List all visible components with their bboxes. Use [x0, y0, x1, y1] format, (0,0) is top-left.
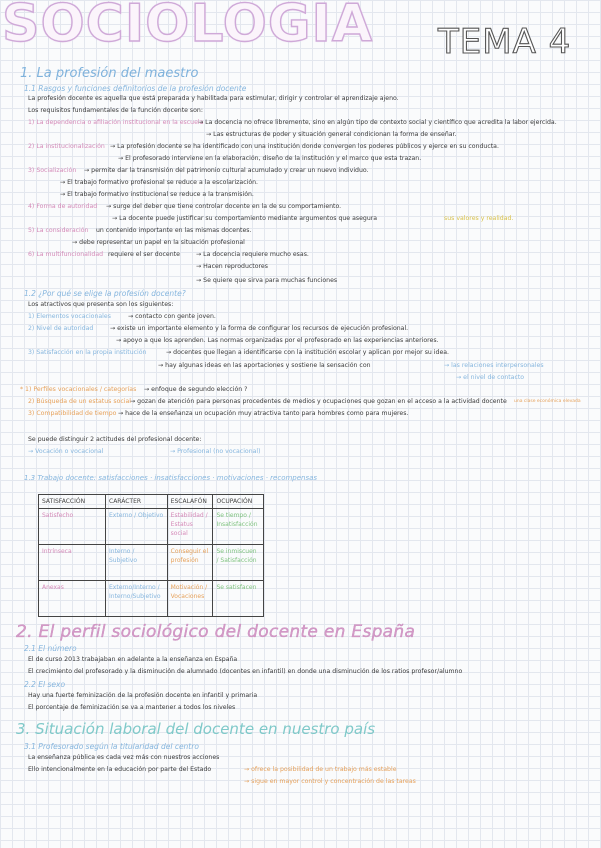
req-6-point-c: → Se quiere que sirva para muchas funciones	[196, 277, 338, 284]
other-2-label: 2) Búsqueda de un estatus social	[28, 398, 131, 405]
intro-line-1: La profesión docente es aquella que está preparada y habilitada para estimular, dirigir y controlar el aprendizaje ajeno.	[28, 95, 399, 102]
page-title: SOCIOLOGIA	[2, 0, 374, 54]
section-2-line-2: El crecimiento del profesorado y la disminución de alumnado (docentes en infantil) en donde una disminución de los ratios profesor/alumno	[28, 668, 463, 675]
req-6-point-a: → La docencia requiere mucho esas.	[196, 251, 309, 258]
table-cell: Estabilidad / Estatus social	[167, 509, 213, 545]
req-3-point-a: → permite dar la transmisión del patrimonio cultural acumulado y crear un nuevo individuo.	[84, 167, 369, 174]
motive-2-text-a: → existe un importante elemento y la forma de configurar los recursos de ejecución profesional.	[110, 325, 409, 332]
other-2-text: → gozan de atención para personas procedentes de medios y ocupaciones que gozan en el acceso a la actividad docente	[130, 398, 507, 405]
table-cell: Anexas	[39, 581, 106, 617]
req-3-point-b: → El trabajo formativo profesional se reduce a la escolarización.	[60, 179, 259, 186]
req-2-point-a: → La profesión docente se ha identificado con una institución donde convergen los poderes públicos y ejerce en su conducta.	[110, 143, 499, 150]
motive-1-text: → contacto con gente joven.	[128, 313, 216, 320]
satisfaction-table	[38, 494, 264, 617]
section-2-line-4: El porcentaje de feminización se va a mantener a todos los niveles	[28, 704, 236, 711]
table-row	[39, 509, 264, 545]
motive-3-text-a: → docentes que llegan a identificarse con la institución escolar y aplican por mejor su idea.	[166, 349, 450, 356]
req-1-label: 1) La dependencia o afiliación institucional en la escuela	[28, 119, 204, 126]
req-1-point-b: → Las estructuras de poder y situación general condicionan la forma de enseñar.	[206, 131, 457, 138]
table-cell: Externo/Interno / Interno/Subjetivo	[106, 581, 168, 617]
section-3-line-1: La enseñanza pública es cada vez más con nuestros acciones	[28, 754, 220, 761]
attitude-1: → Vocación o vocacional	[28, 448, 104, 455]
section-2-1-title: 2.1 El número	[24, 644, 77, 653]
motive-2-text-b: → apoyo a que los aprenden. Las normas organizadas por el profesorado en las experiencias anteriores.	[116, 337, 439, 344]
section-1-2-intro: Los atractivos que presenta son los siguientes:	[28, 301, 174, 308]
req-5-point-a: un contenido importante en las mismas docentes.	[96, 227, 252, 234]
req-4-label: 4) Forma de autoridad	[28, 203, 98, 210]
motive-3-text-b: → hay algunas ideas en las aportaciones y sostiene la sensación con	[158, 362, 371, 369]
other-1-label: * 1) Perfiles vocacionales / categorías	[20, 386, 137, 393]
table-cell: Se tiempo / Insatisfacción	[213, 509, 264, 545]
table-cell: Externo / Objetivo	[106, 509, 168, 545]
table-cell: Intrínseca	[39, 545, 106, 581]
section-2-line-1: El de curso 2013 trabajaban en adelante a la enseñanza en España	[28, 656, 238, 663]
table-cell: Satisfecho	[39, 509, 106, 545]
table-cell: Se satisfacen	[213, 581, 264, 617]
section-3-arrow-1: → ofrece la posibilidad de un trabajo más estable	[244, 766, 397, 773]
other-2-text-b: una clase económica elevada	[514, 399, 581, 404]
section-2-2-title: 2.2 El sexo	[24, 680, 66, 689]
req-4-point-c: sus valores y realidad.	[444, 215, 514, 222]
intro-line-2: Los requisitos fundamentales de la función docente son:	[28, 107, 203, 114]
other-1-text: → enfoque de segundo elección ?	[144, 386, 248, 393]
table-cell: Interno / Subjetivo	[106, 545, 168, 581]
section-1-title: 1. La profesión del maestro	[20, 66, 199, 81]
other-3-label: 3) Compatibilidad de tiempo	[28, 410, 117, 417]
req-3-point-c: → El trabajo formativo institucional se reduce a la transmisión.	[60, 191, 254, 198]
section-3-line-2: Ello intencionalmente en la educación por parte del Estado	[28, 766, 212, 773]
req-3-label: 3) Socialización	[28, 167, 77, 174]
req-4-point-a: → surge del deber que tiene controlar docente en la de su comportamiento.	[106, 203, 342, 210]
section-3-title: 3. Situación laboral del docente en nuestro país	[16, 720, 376, 738]
table-header-cell: ESCALAFÓN	[167, 495, 213, 509]
table-cell: Motivación / Vocaciones	[167, 581, 213, 617]
attitude-2: → Profesional (no vocacional)	[170, 448, 261, 455]
section-2-title: 2. El perfil sociológico del docente en España	[16, 622, 416, 642]
motive-3-label: 3) Satisfacción en la propia institución	[28, 349, 147, 356]
table-header-row	[39, 495, 264, 509]
section-3-1-title: 3.1 Profesorado según la titularidad del centro	[24, 742, 199, 751]
req-2-point-b: → El profesorado interviene en la elaboración, diseño de la institución y el marco que esta trazan.	[118, 155, 422, 162]
req-5-label: 5) La consideración	[28, 227, 89, 234]
tema-label: TEMA 4	[438, 22, 572, 62]
table-header-cell: SATISFACCIÓN	[39, 495, 106, 509]
section-1-1-title: 1.1 Rasgos y funciones definitorios de la profesión docente	[24, 84, 247, 93]
table-header-cell: OCUPACIÓN	[213, 495, 264, 509]
req-6-label: 6) La multifuncionalidad	[28, 251, 104, 258]
other-3-text: → hace de la enseñanza un ocupación muy atractiva tanto para hombres como para mujeres.	[118, 410, 409, 417]
table-row	[39, 545, 264, 581]
section-3-arrow-2: → sigue en mayor control y concentración de las tareas	[244, 778, 416, 785]
req-6-label-b: requiere el ser docente	[108, 251, 180, 258]
table-row	[39, 581, 264, 617]
req-6-point-b: → Hacen reproductores	[196, 263, 268, 270]
table-header-cell: CARÁCTER	[106, 495, 168, 509]
attitudes-intro: Se puede distinguir 2 actitudes del profesional docente:	[28, 436, 202, 443]
section-2-line-3: Hay una fuerte feminización de la profesión docente en infantil y primaria	[28, 692, 258, 699]
table-cell: Se inmiscuen / Satisfacción	[213, 545, 264, 581]
motive-1-label: 1) Elementos vocacionales	[28, 313, 111, 320]
motive-2-label: 2) Nivel de autoridad	[28, 325, 94, 332]
req-5-point-b: → debe representar un papel en la situación profesional	[72, 239, 245, 246]
motive-3-text-c: → las relaciones interpersonales	[444, 362, 544, 369]
section-1-3-title: 1.3 Trabajo docente: satisfacciones · insatisfacciones · motivaciones · recompensas	[24, 474, 318, 482]
section-1-2-title: 1.2 ¿Por qué se elige la profesión docente?	[24, 289, 186, 298]
req-4-point-b: → La docente puede justificar su comportamiento mediante argumentos que asegura	[112, 215, 378, 222]
motive-3-text-d: → el nivel de contacto	[456, 374, 525, 381]
table-cell: Conseguir el profesión	[167, 545, 213, 581]
req-2-label: 2) La institucionalización	[28, 143, 105, 150]
req-1-point-a: → La docencia no ofrece libremente, sino en algún tipo de contexto social y científico que acredita la labor ejercida.	[198, 119, 557, 126]
